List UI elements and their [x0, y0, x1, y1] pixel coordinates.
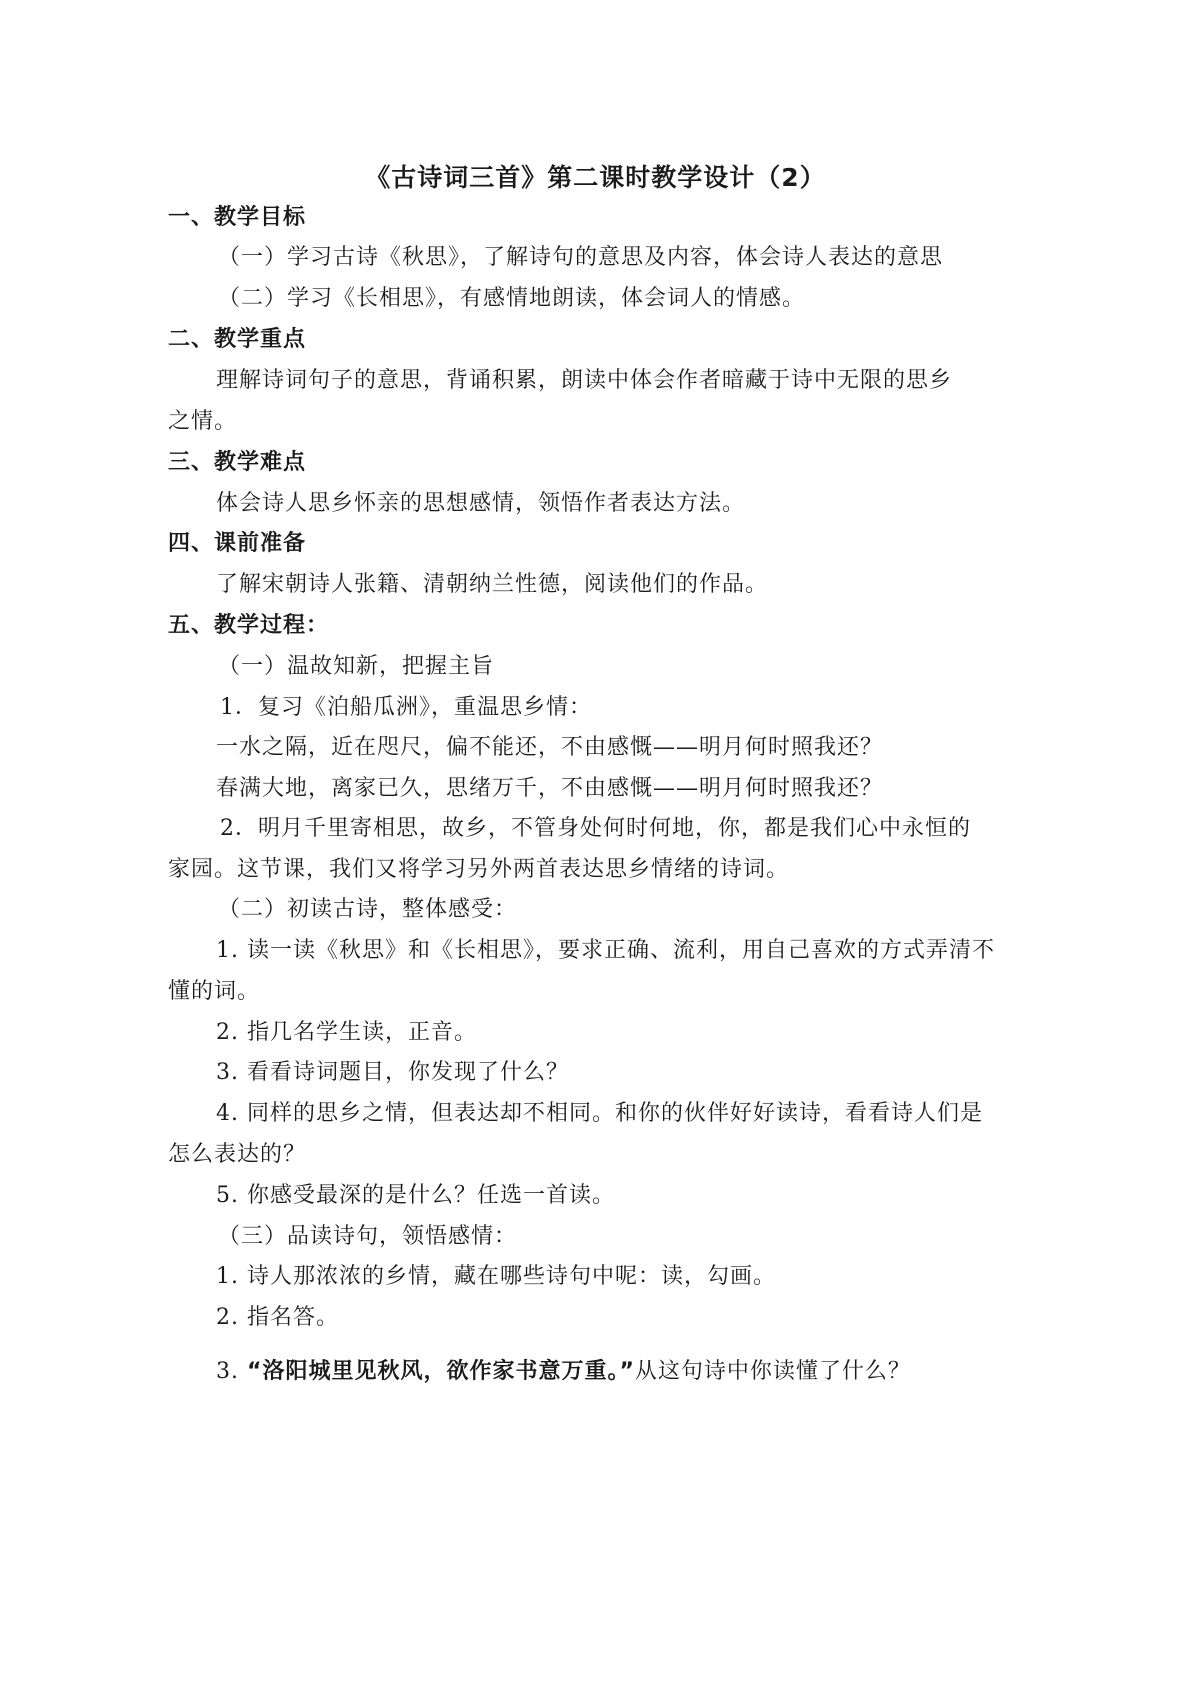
section-heading-preparation: 四、课前准备 [168, 531, 307, 556]
process-line-last [216, 1357, 911, 1387]
page-title: 《古诗词三首》第二课时教学设计（2） [365, 163, 826, 192]
process-line: 怎么表达的？ [168, 1142, 307, 1167]
quoted-poem-line: “洛阳城里见秋风，欲作家书意万重。” [247, 1359, 635, 1384]
process-line: 3. 看看诗词题目，你发现了什么？ [216, 1060, 569, 1085]
key-points-text: 理解诗词句子的意思，背诵积累，朗读中体会作者暗藏于诗中无限的思乡 [216, 368, 953, 393]
section-heading-process: 五、教学过程： [168, 613, 330, 638]
process-line: 1. 诗人那浓浓的乡情，藏在哪些诗句中呢：读，勾画。 [216, 1264, 776, 1289]
objective-item: （二）学习《长相思》，有感情地朗读，体会词人的情感。 [218, 286, 806, 311]
preparation-text: 了解宋朝诗人张籍、清朝纳兰性德，阅读他们的作品。 [216, 572, 769, 597]
section-heading-difficulties: 三、教学难点 [168, 450, 307, 475]
item-number: 3. [216, 1359, 239, 1384]
objective-item: （一）学习古诗《秋思》，了解诗句的意思及内容，体会诗人表达的意思 [218, 245, 944, 270]
process-line: 5. 你感受最深的是什么？任选一首读。 [216, 1183, 615, 1208]
key-points-text: 之情。 [168, 409, 238, 434]
section-heading-key-points: 二、教学重点 [168, 327, 307, 352]
question-text: 从这句诗中你读懂了什么？ [634, 1359, 911, 1384]
process-line: （三）品读诗句，领悟感情： [218, 1224, 518, 1249]
process-line: 2. 指名答。 [216, 1305, 339, 1330]
process-line: 1．复习《泊船瓜洲》，重温思乡情： [220, 695, 592, 720]
difficulties-text: 体会诗人思乡怀亲的思想感情，领悟作者表达方法。 [216, 491, 746, 516]
process-line: 春满大地，离家已久，思绪万千，不由感慨——明月何时照我还？ [216, 776, 884, 801]
process-line: 2．明月千里寄相思，故乡，不管身处何时何地，你，都是我们心中永恒的 [220, 816, 971, 841]
process-line: 1. 读一读《秋思》和《长相思》，要求正确、流利，用自己喜欢的方式弄清不 [216, 938, 995, 963]
process-line: 2. 指几名学生读，正音。 [216, 1020, 477, 1045]
process-line: 一水之隔，近在咫尺，偏不能还，不由感慨——明月何时照我还？ [216, 735, 884, 760]
process-line: 家园。这节课，我们又将学习另外两首表达思乡情绪的诗词。 [168, 857, 790, 882]
section-heading-objectives: 一、教学目标 [168, 205, 307, 230]
process-line: （二）初读古诗，整体感受： [218, 897, 518, 922]
process-line: （一）温故知新，把握主旨 [218, 654, 495, 679]
process-line: 懂的词。 [168, 979, 261, 1004]
process-line: 4. 同样的思乡之情，但表达却不相同。和你的伙伴好好读诗，看看诗人们是 [216, 1101, 983, 1126]
